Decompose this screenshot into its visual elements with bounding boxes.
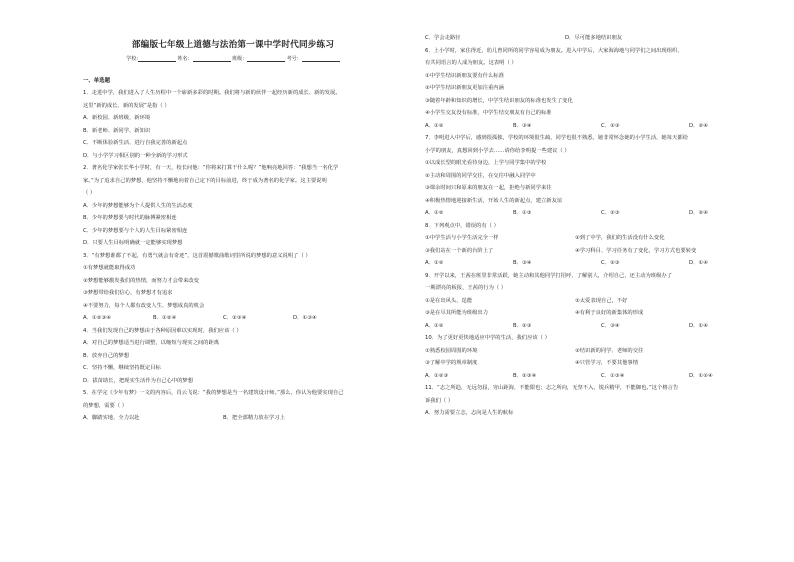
option-c: C．学会走路径 (425, 35, 461, 41)
name-label: 姓名： (177, 56, 193, 62)
text-line: 4．当我们发现自己的梦想由于各种原因难以实现时，我们应该（ ） (83, 327, 242, 334)
statement-3: ③是在尽其所能为班级出力 (425, 310, 489, 316)
options-row (425, 32, 780, 45)
text-line: 8．下列观点中，错误的有（ ） (425, 222, 499, 229)
option-c: C．①③④ (601, 372, 625, 379)
statement-2: ②结识新的同学、老师的交往 (575, 347, 644, 354)
text-line: 3．“有梦想谁都了不起，有勇气就会有奇迹”，这首震撼歌曲歌词里所说的梦想的意义说明了（ ） (83, 252, 311, 259)
statement-2: ②到了中学，我们的生活没有什么变化 (575, 235, 665, 241)
statement-line: ④积极热情地迎接新生活，开始人生的新起点，建立新友谊 (425, 197, 563, 204)
option-c: C．②③④ (223, 315, 247, 321)
option-a: A．①② (425, 122, 444, 129)
option-d: D．①③④ (293, 315, 317, 321)
statement-line: ③随着年龄和知识的增长，中学生结识朋友的标准也发生了变化 (425, 97, 573, 104)
student-info-line (83, 55, 383, 62)
text-line: 1．走进中学，我们进入了人生历程中一个崭新多彩的时期。我们将与新的伙伴一起经历新的成长、新的发展。 (83, 90, 341, 96)
option-c: C．②③ (601, 122, 620, 129)
option-c: C．②③ (601, 210, 620, 216)
text-line: 的梦想，需要（ ） (83, 402, 128, 409)
option-b: B．②③④ (513, 372, 537, 379)
option-c: C．③④ (601, 322, 620, 329)
options-row (83, 312, 383, 325)
text-line: 10．为了更好更快地适应中学的生活，我们应该（ ） (425, 335, 550, 341)
class-label: 班级： (232, 56, 248, 62)
statement-4: ④学习科目、学习任务有了变化，学习方式也要转变 (575, 247, 697, 254)
statement-line: ②梦想能够激发我们的热情，而努力才会带来改变 (83, 277, 199, 284)
option-line: A．少年的梦想能够为个人提供人生的生活态度 (83, 202, 193, 209)
option-d: D．①④ (689, 322, 708, 329)
option-d: D．尽可能多地结识朋友 (565, 35, 623, 41)
text-line: 小学的朋友，真想回到小学去……请你给李明提一些建议（ ） (425, 147, 570, 154)
option-b: B．①②④ (153, 315, 177, 321)
statement-row (425, 232, 780, 245)
option-a: A．①②③ (425, 372, 449, 379)
text-line: 诉我们（ ） (425, 397, 454, 404)
page-title: 部编版七年级上道德与法治第一课中学时代同步练习 (131, 40, 335, 50)
right-page (397, 0, 794, 562)
school-blank[interactable] (138, 55, 176, 62)
option-line: B．新老师、新同学、新知识 (83, 127, 151, 134)
statement-row (425, 357, 780, 370)
number-blank[interactable] (302, 55, 340, 62)
text-line: 2．著名化学家张长华小学时，有一天，校长问他：“你将来打算干什么呢？”他响亮地回答：“我想当一名化学 (83, 165, 339, 171)
option-d: D．②④ (689, 210, 708, 216)
option-d: D．②④ (689, 122, 708, 129)
option-a: A．脚踏实地、全力以赴 (83, 415, 140, 421)
option-line: D．拔苗助长，把现实生活作为自己心中的梦想 (83, 377, 194, 384)
option-b: B．③④ (513, 260, 532, 266)
options-row (425, 257, 780, 270)
options-row (425, 320, 780, 333)
options-row (425, 370, 780, 383)
option-b: B．①③ (513, 210, 532, 216)
statement-line: ①中学生结识新朋友要有什么标准 (425, 72, 504, 79)
options-row (83, 412, 383, 425)
option-line: B．放弃自己的梦想 (83, 352, 130, 359)
statement-line: ④不要努力，每个人都有改变人生、梦想成真的机会 (83, 302, 205, 309)
option-line: A．努力需要立志，志向是人生的航标 (425, 410, 514, 416)
statement-4: ④有利于良好的新集体的形成 (575, 310, 644, 316)
statement-row (425, 295, 780, 308)
text-line: 11．“志之所趋，无远勿届，穷山距海，不能限也；志之所向，无坚不入，锐兵精甲，不能御也。”这个格言告 (425, 385, 679, 391)
statement-1: ①熟悉校园周围的环境 (425, 347, 478, 354)
option-c: C．②③ (601, 260, 620, 266)
option-d: D．①②④ (689, 372, 713, 379)
option-line: A．对自己的梦想适当进行调整，以缩短与现实之间的距离 (83, 340, 220, 346)
option-line: C．少年的梦想要与个人的人生目标紧密相连 (83, 227, 188, 234)
statement-line: ②主动和周围的同学交往，在交往中融入同学中 (425, 172, 536, 179)
options-row (425, 120, 780, 133)
statement-3: ③了解中学的规章制度 (425, 360, 478, 366)
statement-row (425, 245, 780, 258)
text-line: 这里“新的成长、新的发展”是指（ ） (83, 102, 170, 109)
statement-line: ①以成长型的眼光看待身边，上学与同学集中的学校 (425, 160, 547, 166)
statement-3: ③我们站在一个新的台阶上了 (425, 247, 494, 254)
option-b: B．把全部精力放在学习上 (223, 415, 285, 421)
class-blank[interactable] (247, 55, 285, 62)
statement-line: ①有梦想就能取得成功 (83, 265, 136, 271)
school-label: 学校: (126, 56, 138, 62)
option-a: A．①② (425, 322, 444, 329)
statement-1: ①是在出风头，逞能 (425, 297, 473, 304)
option-line: C．坚持不懈，继续坚持既定目标 (83, 365, 161, 371)
question-block-1-3 (83, 87, 383, 425)
statement-line: ③课余时间只和原来的朋友在一起，拒绝与新同学来往 (425, 185, 552, 191)
text-line: 7．李明进入中学后，感到很孤独，学校的环境很生疏，同学也很不熟悉，她非常怀念她的小学生活，她每天都给 (425, 135, 688, 141)
text-line: 6．上小学时，家住得近，幼儿曾同所的同学容易成为朋友。进入中学后，大家海海地与同学们之间出现组织、 (425, 47, 683, 54)
option-line: A．新校园、新班级、新环境 (83, 115, 151, 121)
option-d: D．①④ (689, 260, 708, 266)
statement-line: ④小学生交友没有标准，中学生结交朋友有自己的标准 (425, 110, 552, 116)
option-line: D．与小学学习相区别的一种全新的学习形式 (83, 152, 188, 159)
number-label: 考号： (286, 56, 302, 62)
option-line: D．只要人生目标明确就一定能够实现梦想 (83, 240, 183, 246)
text-line: 一期漂亮的板报，王茜的行为（ ） (425, 285, 507, 291)
name-blank[interactable] (193, 55, 231, 62)
option-a: A．①② (425, 260, 444, 266)
section-heading: 一、单选题 (83, 78, 110, 84)
option-b: B．②③ (513, 322, 532, 329)
options-row (425, 207, 780, 220)
text-line: 家。”为了追求自己的梦想，他坚持不懈地向着自己定下的目标前进，终于成为著名的化学家。这主要说明 (83, 177, 327, 184)
statement-4: ④只管学习，不要其他事情 (575, 360, 639, 366)
statement-row (425, 345, 780, 358)
text-line: 5．在学完《少年有梦》一文的内容后，肖云飞说：“我的梦想是当一名建筑设计师。”那么，你认为他要实现自己 (83, 390, 344, 396)
option-line: C．不断体验新生活、进行自我完善的新起点 (83, 140, 188, 146)
statement-row (425, 307, 780, 320)
statement-line: ②中学生结识新朋友更加注重内涵 (425, 85, 504, 91)
option-a: A．①② (425, 210, 444, 216)
statement-line: ③梦想带给我们信心，有梦想才有追求 (83, 290, 173, 296)
text-line: 9．开学以来，王茜在班里非常活跃，她主动和其他同学打招呼，了解别人，介绍自己，还主动为班级办了 (425, 272, 673, 279)
statement-1: ①中学生活与小学生活完全一样 (425, 235, 499, 241)
text-line: 有共同语言的人成为朋友。这表明（ ） (425, 60, 517, 66)
option-b: B．③④ (513, 122, 532, 129)
option-a: A．①②③④ (83, 315, 111, 321)
text-line: （ ） (83, 190, 96, 196)
option-line: B．少年的梦想要与时代的脉搏紧密相连 (83, 215, 177, 221)
statement-2: ②太爱表现自己，不好 (575, 297, 628, 304)
